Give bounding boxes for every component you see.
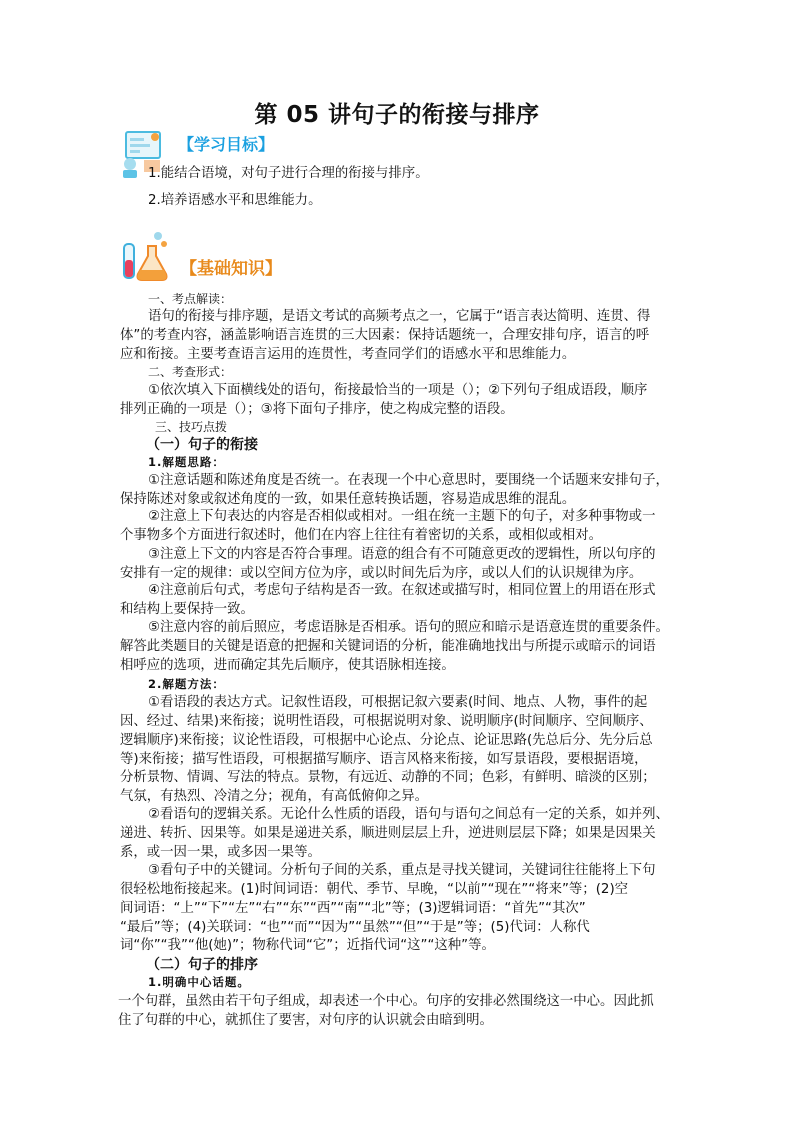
subsection-title: （一）句子的衔接 bbox=[146, 437, 258, 453]
paragraph-line: ②注意上下句表达的内容是否相似或相对。一组在统一主题下的句子，对多种事物或一 bbox=[148, 509, 656, 524]
paragraph-line: 和结构上要保持一致。 bbox=[120, 602, 254, 617]
paragraph-line: ③看句子中的关键词。分析句子间的关系，重点是寻找关键词，关键词往往能将上下句 bbox=[148, 863, 656, 878]
method-label: 1.解题思路： bbox=[148, 455, 225, 469]
paragraph-line: 分析景物、情调、写法的特点。景物，有远近、动静的不同；色彩，有鲜明、暗淡的区别； bbox=[120, 770, 656, 785]
paragraph-line: 个事物多个方面进行叙述时，他们在内容上往往有着密切的关系，或相似或相对。 bbox=[120, 528, 603, 543]
objective-item: 1.能结合语境，对句子进行合理的衔接与排序。 bbox=[148, 166, 429, 181]
paragraph-line: 递进、转折、因果等。如果是递进关系，顺进则层层上升，逆进则层层下降；如果是因果关 bbox=[120, 826, 656, 841]
lab-flask-icon bbox=[118, 228, 172, 282]
paragraph-line: ④注意前后句式，考虑句子结构是否一致。在叙述或描写时，相同位置上的用语在形式 bbox=[148, 583, 656, 598]
paragraph-line: 住了句群的中心，就抓住了要害，对句序的认识就会由暗到明。 bbox=[118, 1013, 493, 1028]
paragraph-line: 语句的衔接与排序题，是语文考试的高频考点之一，它属于“语言表达简明、连贯、得 bbox=[148, 309, 651, 324]
section-label: 三、技巧点拨 bbox=[155, 420, 228, 434]
objective-item: 2.培养语感水平和思维能力。 bbox=[148, 193, 322, 208]
method-label: 2.解题方法： bbox=[148, 677, 225, 691]
paragraph-line: 等)来衔接；描写性语段，可根据描写顺序、语言风格来衔接，如写景语段，要根据语境， bbox=[120, 752, 648, 767]
paragraph-line: 解答此类题目的关键是语意的把握和关键词语的分析，能准确地找出与所提示或暗示的词语 bbox=[120, 639, 656, 654]
paragraph-line: 安排有一定的规律：或以空间方位为序，或以时间先后为序，或以人们的认识规律为序。 bbox=[120, 566, 643, 581]
paragraph-line: 应和衔接。主要考查语言运用的连贯性，考查同学们的语感水平和思维能力。 bbox=[120, 347, 576, 362]
section-label: 二、考查形式： bbox=[148, 365, 233, 379]
paragraph-line: 相呼应的选项，进而确定其先后顺序，使其语脉相连接。 bbox=[120, 658, 455, 673]
paragraph-line: ⑤注意内容的前后照应，考虑语脉是否相承。语句的照应和暗示是语意连贯的重要条件。 bbox=[148, 620, 669, 635]
paragraph-line: ①看语段的表达方式。记叙性语段，可根据记叙六要素(时间、地点、人物，事件的起 bbox=[148, 695, 648, 710]
page-title: 第 05 讲句子的衔接与排序 bbox=[254, 102, 540, 128]
paragraph-line: 排列正确的一项是（）；③将下面句子排序，使之构成完整的语段。 bbox=[120, 402, 514, 417]
paragraph-line: 系，或一因一果，或多因一果等。 bbox=[120, 845, 321, 860]
paragraph-line: 很轻松地衔接起来。(1)时间词语：朝代、季节、早晚，“以前”“现在”“将来”等；(2)空 bbox=[120, 882, 629, 897]
section-label: 一、考点解读： bbox=[148, 292, 233, 306]
paragraph-line: “最后”等；(4)关联词：“也”“而”“因为”“虽然”“但”“于是”等；(5)代词：人称代 bbox=[120, 920, 590, 935]
paragraph-line: ③注意上下文的内容是否符合事理。语意的组合有不可随意更改的逻辑性，所以句序的 bbox=[148, 547, 656, 562]
paragraph-line: 逻辑顺序)来衔接；议论性语段，可根据中心论点、分论点、论证思路(先总后分、先分后总 bbox=[120, 733, 653, 748]
paragraph-line: 体”的考查内容，涵盖影响语言连贯的三大因素：保持话题统一，合理安排句序，语言的呼 bbox=[120, 328, 650, 343]
basics-heading: 【基础知识】 bbox=[180, 259, 282, 279]
objectives-heading: 【学习目标】 bbox=[178, 135, 275, 154]
paragraph-line: 词“你”“我”“他(她)”；物称代词“它”；近指代词“这”“这种”等。 bbox=[120, 938, 495, 953]
paragraph-line: 保持陈述对象或叙述角度的一致，如果任意转换话题，容易造成思维的混乱。 bbox=[120, 492, 576, 507]
paragraph-line: 间词语：“上”“下”“左”“右”“东”“西”“南”“北”等；(3)逻辑词语：“首先”“其次” bbox=[120, 901, 586, 916]
paragraph-line: ①注意话题和陈述角度是否统一。在表现一个中心意思时，要围绕一个话题来安排句子， bbox=[148, 473, 669, 488]
paragraph-line: 因、经过、结果)来衔接；说明性语段，可根据说明对象、说明顺序(时间顺序、空间顺序、 bbox=[120, 714, 653, 729]
paragraph-line: 气氛，有热烈、冷清之分；视角，有高低俯仰之异。 bbox=[120, 789, 428, 804]
method-label: 1.明确中心话题。 bbox=[148, 975, 250, 989]
paragraph-line: ①依次填入下面横线处的语句，衔接最恰当的一项是（）；②下列句子组成语段，顺序 bbox=[148, 383, 648, 398]
paragraph-line: 一个句群，虽然由若干句子组成，却表述一个中心。句序的安排必然围绕这一中心。因此抓 bbox=[118, 994, 654, 1009]
subsection-title: （二）句子的排序 bbox=[146, 957, 258, 973]
paragraph-line: ②看语句的逻辑关系。无论什么性质的语段，语句与语句之间总有一定的关系，如并列、 bbox=[148, 807, 669, 822]
